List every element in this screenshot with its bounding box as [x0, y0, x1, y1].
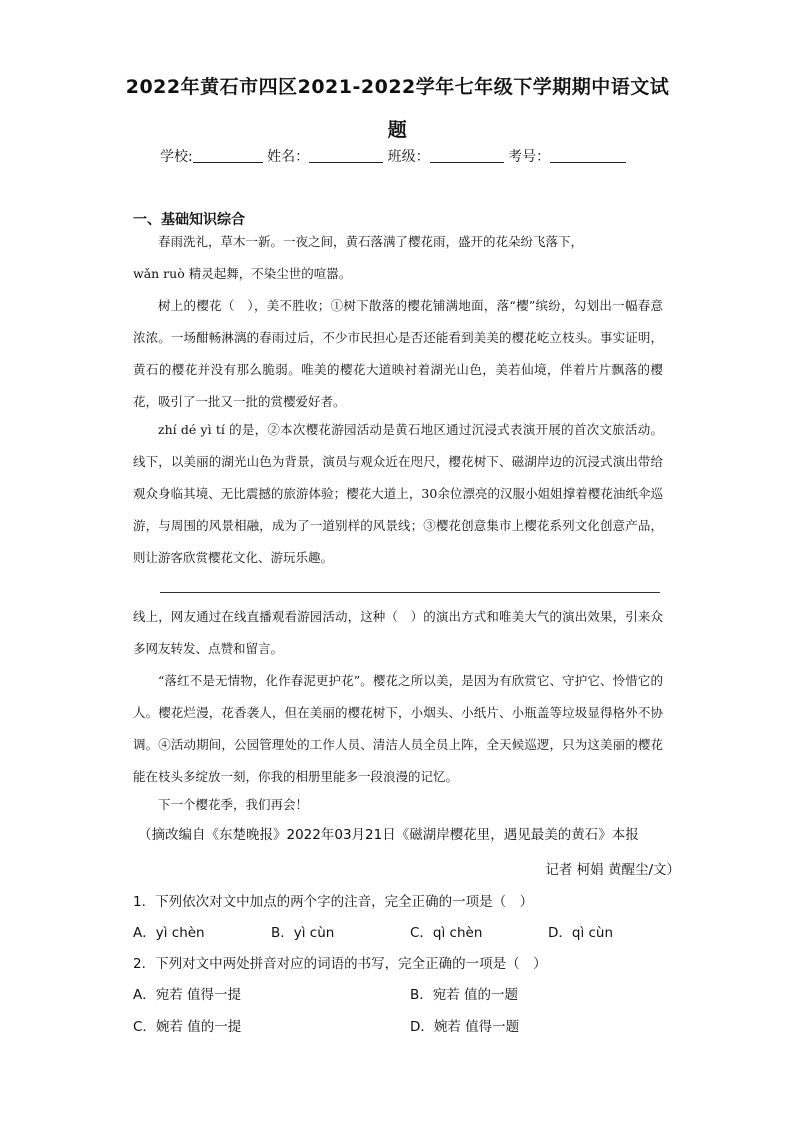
- question-1-option-b[interactable]: B．yì cùn: [271, 925, 335, 941]
- school-label: 学校:: [160, 149, 193, 165]
- question-2-stem: 2．下列对文中两处拼音对应的词语的书写，完全正确的一项是（ ）: [133, 956, 547, 972]
- passage-paragraph-6: 下一个樱花季，我们再会！: [158, 797, 309, 812]
- section-heading: 一、基础知识综合: [133, 212, 245, 228]
- class-blank[interactable]: [430, 148, 504, 163]
- question-2-option-c[interactable]: C．婉若 值的一提: [133, 1019, 242, 1035]
- passage-paragraph-1b: wǎn ruò 精灵起舞，不染尘世的喧嚣。: [133, 266, 352, 281]
- question-1-option-c[interactable]: C．qì chèn: [410, 925, 483, 941]
- passage-paragraph-4: 线上，网友通过在线直播观看游园活动，这种（ ）的演出方式和唯美大气的演出效果，引来众多网友转发、点赞和留言。: [133, 609, 663, 656]
- passage-paragraph-5: “落红不是无情物，化作春泥更护花”。樱花之所以美，是因为有欣赏它、守护它、怜惜它的人。樱花烂漫，花香袭人，但在美丽的樱花树下，小烟头、小纸片、小瓶盖等垃圾显得格外不协调。④活动期间，公园管理处的工作人员、清洁人员全员上阵，全天候巡逻，只为这美丽的樱花能在枝头多绽放一刻，你我的相册里能多一段浪漫的记忆。: [133, 673, 663, 784]
- exam-title-line1: 2022年黄石市四区2021-2022学年七年级下学期期中语文试: [125, 76, 670, 98]
- passage-paragraph-1a: 春雨洗礼，草木一新。一夜之间，黄石落满了樱花雨，盛开的花朵纷飞落下，: [158, 234, 584, 249]
- name-blank[interactable]: [309, 148, 383, 163]
- class-label: 班级：: [387, 149, 430, 165]
- question-2-option-a[interactable]: A．宛若 值得一提: [133, 987, 242, 1003]
- source-citation-line2: 记者 柯娟 黄醒尘/文）: [545, 862, 680, 878]
- question-1-option-d[interactable]: D．qì cùn: [548, 925, 614, 941]
- question-2-option-d[interactable]: D．婉若 值得一题: [410, 1019, 520, 1035]
- number-label: 考号：: [508, 149, 551, 165]
- question-2-option-b[interactable]: B．宛若 值的一题: [410, 987, 519, 1003]
- source-citation-line1: （摘改编自《东楚晚报》2022年03月21日《磁湖岸樱花里，遇见最美的黄石》本报: [138, 827, 639, 843]
- school-blank[interactable]: [193, 148, 263, 163]
- name-label: 姓名：: [267, 149, 310, 165]
- student-info-line: [160, 146, 626, 166]
- question-1-stem: 1．下列依次对文中加点的两个字的注音，完全正确的一项是（ ）: [133, 894, 534, 910]
- number-blank[interactable]: [550, 148, 626, 163]
- question-1-option-a[interactable]: A．yì chèn: [133, 925, 205, 941]
- exam-title-line2: 题: [387, 119, 408, 141]
- passage-paragraph-2: 树上的樱花（ ），美不胜收；①树下散落的樱花铺满地面，落“樱”缤纷，勾划出一幅春意浓浓。一场酣畅淋漓的春雨过后，不少市民担心是否还能看到美美的樱花屹立枝头。事实证明，黄石的樱花并没有那么脆弱。唯美的樱花大道映衬着湖光山色，美若仙境，伴着片片飘落的樱花，吸引了一批又一批的赏樱爱好者。: [133, 298, 663, 409]
- passage-paragraph-3: zhí dé yì tí 的是，②本次樱花游园活动是黄石地区通过沉浸式表演开展的首次文旅活动。线下，以美丽的湖光山色为背景，演员与观众近在咫尺，樱花树下、磁湖岸边的沉浸式演出带给观众身临其境、无比震撼的旅游体验；樱花大道上，30余位漂亮的汉服小姐姐撑着樱花油纸伞巡游，与周围的风景相融，成为了一道别样的风景线；③樱花创意集市上樱花系列文化创意产品，则让游客欣赏樱花文化、游玩乐趣。: [133, 422, 663, 565]
- answer-divider-line: [160, 592, 660, 593]
